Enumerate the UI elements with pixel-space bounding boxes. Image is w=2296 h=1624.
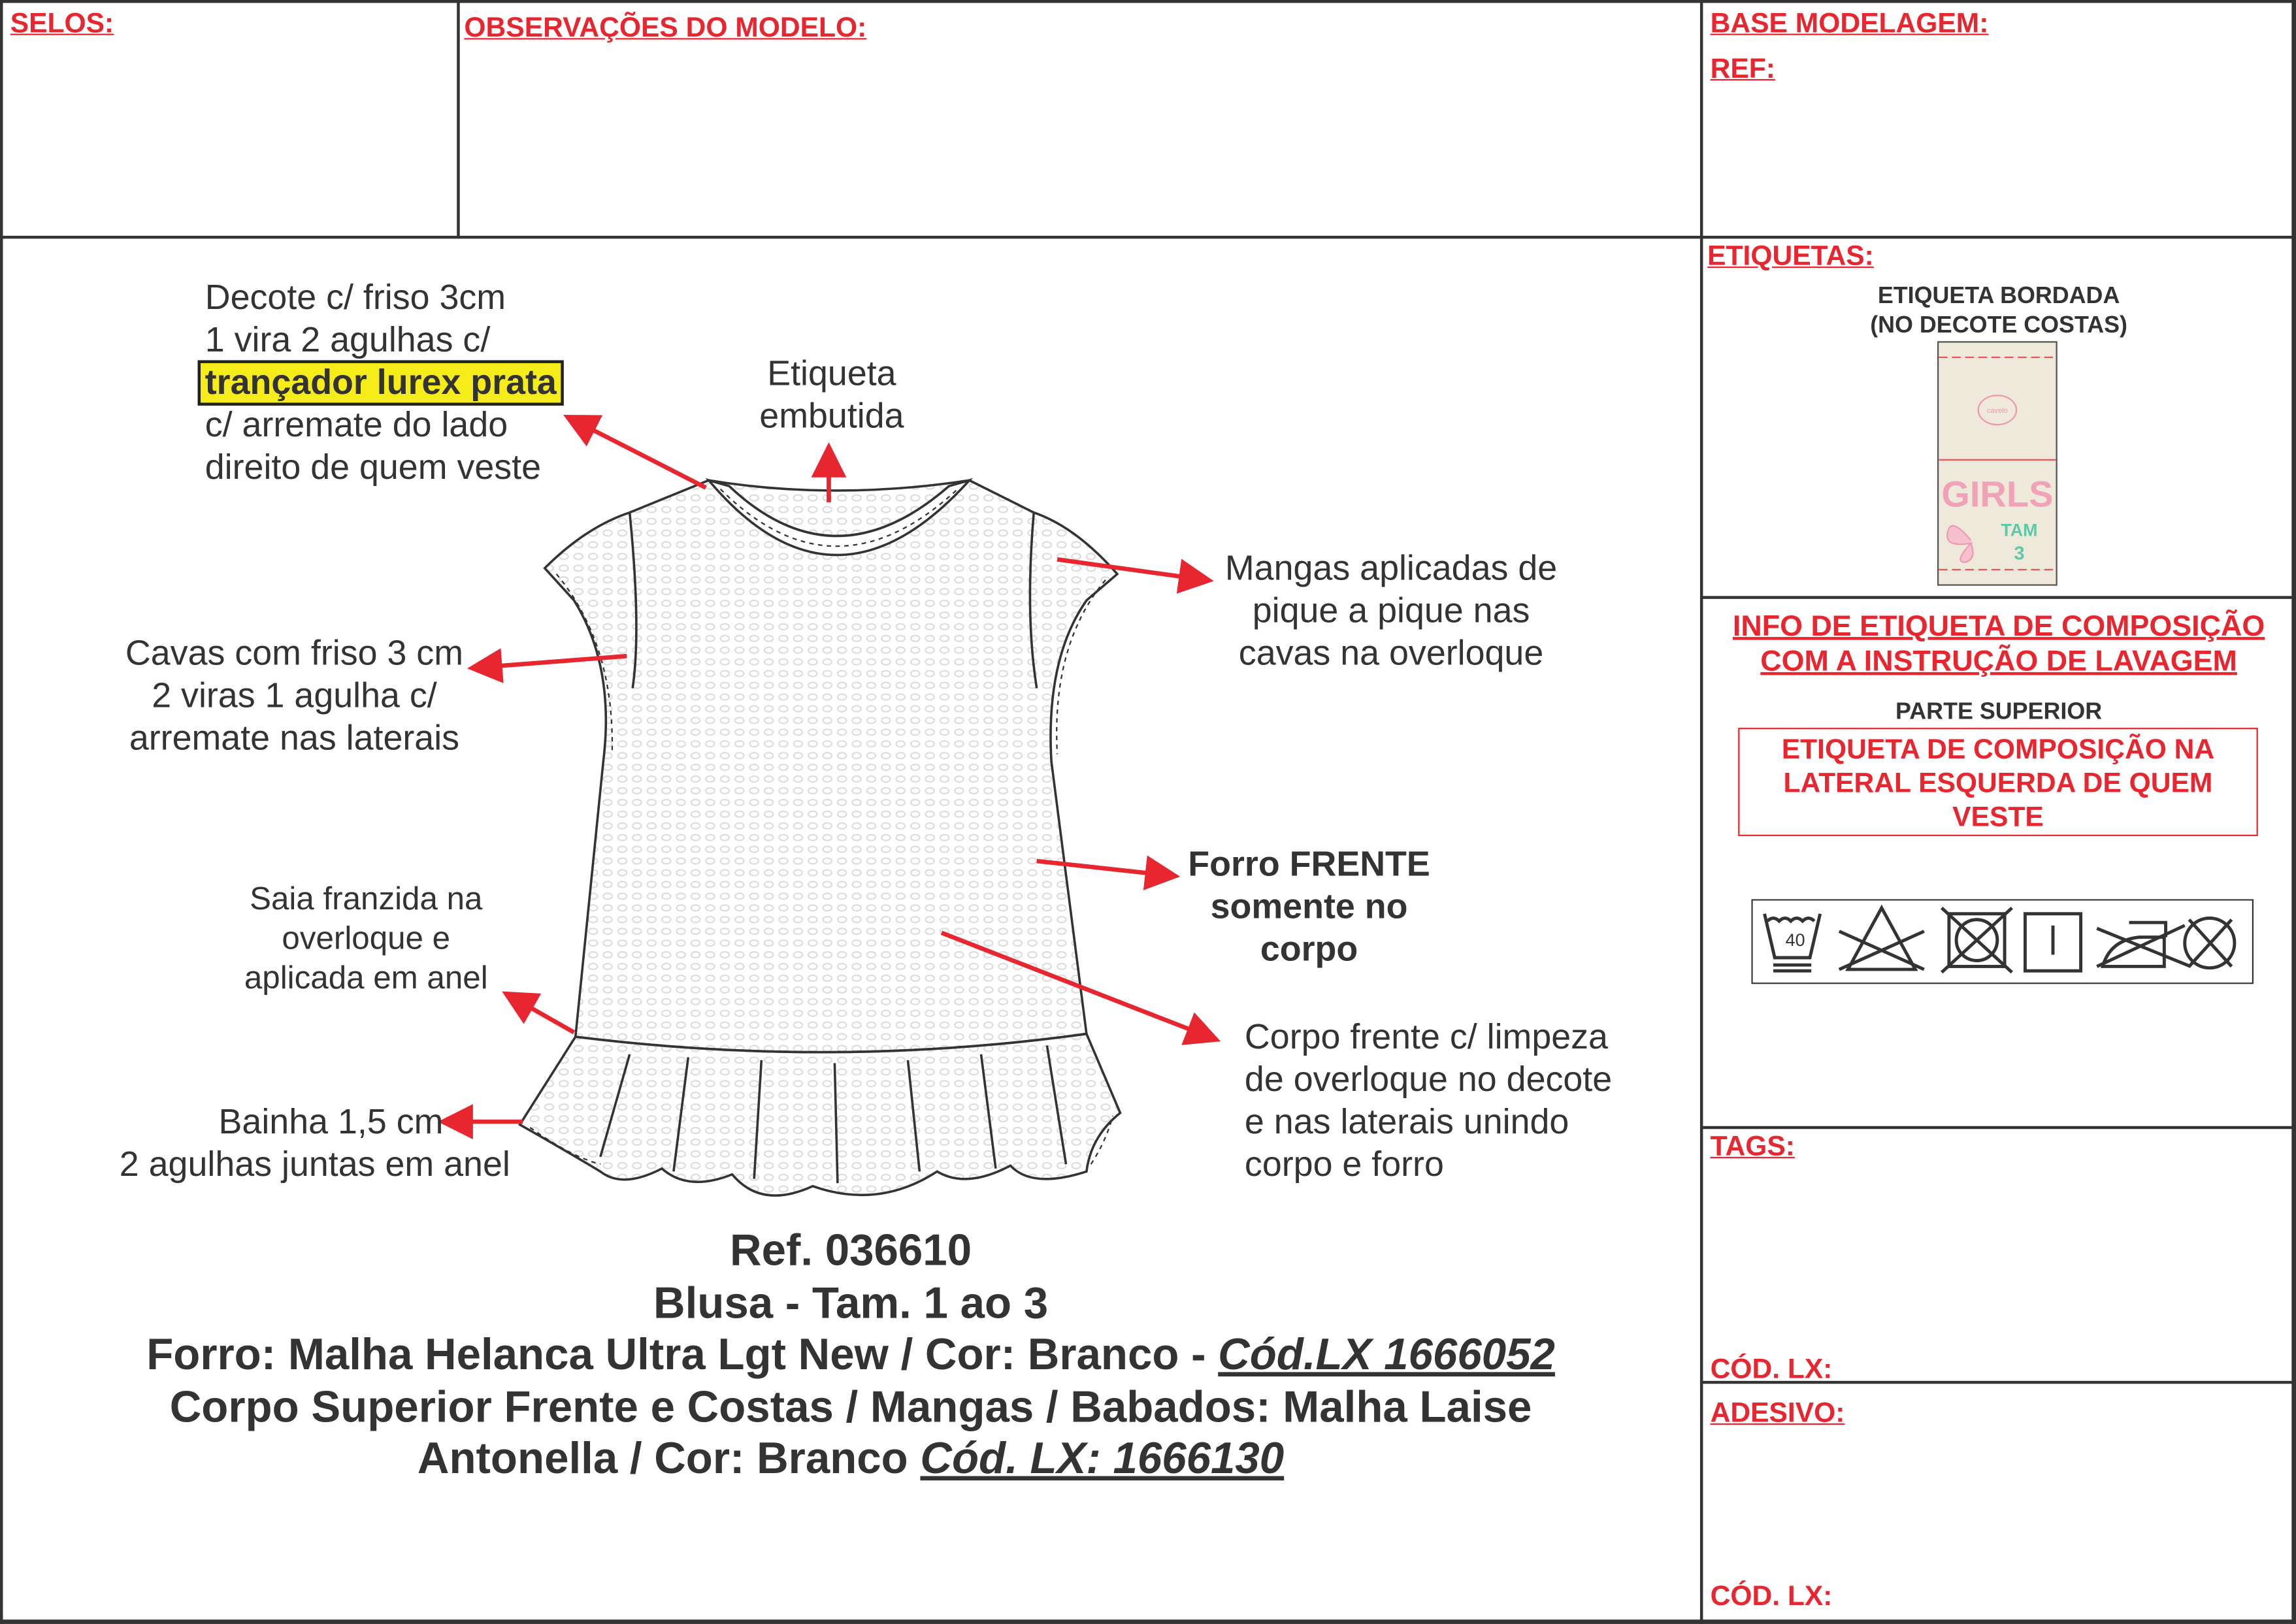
forro-code: Cód.LX 1666052 <box>1218 1331 1555 1380</box>
composition-info-header <box>1701 609 2296 680</box>
forro-text: Forro: Malha Helanca Ultra Lgt New / Cor: Branco - <box>146 1331 1219 1380</box>
label-size: 3 <box>2014 543 2025 564</box>
note-line: cavas na overloque <box>1238 634 1544 674</box>
note-line: Mangas aplicadas de <box>1224 549 1558 589</box>
cod-lx-adesivo: CÓD. LX: <box>1710 1581 1833 1613</box>
caption-line: (NO DECOTE COSTAS) <box>1870 313 2127 338</box>
note-line: corpo e forro <box>1244 1145 1444 1185</box>
observacoes-header: OBSERVAÇÕES DO MODELO: <box>464 13 867 44</box>
butterfly-icon <box>1947 526 1973 562</box>
label-brand: cavelo <box>1986 407 2009 415</box>
note-saia <box>205 879 527 998</box>
note-decote <box>205 277 564 489</box>
embroidered-label-image <box>1937 341 2058 585</box>
note-line: overloque e <box>282 919 451 956</box>
note-line: 2 agulhas juntas em anel <box>119 1145 510 1185</box>
adesivo-header: ADESIVO: <box>1710 1398 1845 1429</box>
base-modelagem-header: BASE MODELAGEM: <box>1710 8 1989 40</box>
corpo-spec-line1: Corpo Superior Frente e Costas / Mangas / Babados: Malha Laise <box>169 1383 1532 1432</box>
garment-skirt <box>520 1034 1121 1195</box>
corpo-code: Cód. LX: 1666130 <box>920 1435 1285 1484</box>
placement-line: VESTE <box>1952 802 2044 834</box>
label-girls: GIRLS <box>1941 473 2054 515</box>
forro-spec <box>0 1329 1701 1382</box>
note-line: 1 vira 2 agulhas c/ <box>205 320 491 361</box>
product-name: Blusa - Tam. 1 ao 3 <box>653 1279 1049 1328</box>
composition-placement-box <box>1738 728 2258 836</box>
note-etiqueta <box>715 353 949 438</box>
note-line: Cavas com friso 3 cm <box>125 634 463 674</box>
note-line: direito de quem veste <box>205 447 542 488</box>
tags-header: TAGS: <box>1710 1131 1795 1163</box>
info-line: COM A INSTRUÇÃO DE LAVAGEM <box>1760 645 2237 678</box>
note-line: 2 viras 1 agulha c/ <box>152 676 437 717</box>
note-corpo <box>1245 1016 1612 1186</box>
highlighted-trim: trançador lurex prata <box>198 360 564 405</box>
placement-line: ETIQUETA DE COMPOSIÇÃO NA <box>1781 735 2215 766</box>
note-line: de overloque no decote <box>1244 1060 1613 1100</box>
note-line: corpo <box>1260 930 1358 969</box>
cod-lx-tags: CÓD. LX: <box>1710 1354 1833 1386</box>
note-line: Corpo frente c/ limpeza <box>1244 1017 1608 1058</box>
divider-etiquetas <box>1701 596 2296 598</box>
ref-header: REF: <box>1710 54 1775 86</box>
selos-header: SELOS: <box>10 8 114 40</box>
note-line: Bainha 1,5 cm <box>218 1102 444 1143</box>
arrow-decote <box>571 419 706 487</box>
note-line: aplicada em anel <box>244 959 488 996</box>
note-forro <box>1162 843 1455 971</box>
note-line: e nas laterais unindo <box>1244 1102 1569 1143</box>
info-line: INFO DE ETIQUETA DE COMPOSIÇÃO <box>1732 610 2265 643</box>
label-art <box>1939 343 2056 585</box>
note-line: Decote c/ friso 3cm <box>205 278 506 318</box>
note-line: somente no <box>1210 887 1408 927</box>
corpo-text: Antonella / Cor: Branco <box>417 1435 921 1484</box>
corpo-spec-line2 <box>0 1434 1701 1486</box>
note-bainha <box>88 1101 542 1186</box>
wash-temp: 40 <box>1785 930 1805 950</box>
note-line: pique a pique nas <box>1252 591 1530 632</box>
note-cavas <box>88 632 500 760</box>
care-symbols <box>1751 899 2254 984</box>
caption-line: ETIQUETA BORDADA <box>1877 284 2120 309</box>
note-line: c/ arremate do lado <box>205 405 508 446</box>
etiquetas-header: ETIQUETAS: <box>1707 241 1874 272</box>
divider-tags <box>1701 1126 2296 1129</box>
arrow-saia <box>510 996 574 1032</box>
note-line: arremate nas laterais <box>129 719 460 759</box>
note-line: embutida <box>759 397 904 436</box>
ref-number: Ref. 036610 <box>730 1227 972 1276</box>
product-description <box>0 1226 1701 1486</box>
note-line: Saia franzida na <box>250 880 483 917</box>
parte-superior: PARTE SUPERIOR <box>1895 700 2103 725</box>
note-line: Etiqueta <box>767 354 896 394</box>
note-mangas <box>1201 547 1582 675</box>
note-line: Forro FRENTE <box>1188 845 1430 885</box>
etiqueta-bordada-caption <box>1701 283 2296 342</box>
label-tam: TAM <box>2001 520 2038 540</box>
placement-line: LATERAL ESQUERDA DE QUEM <box>1783 768 2213 800</box>
